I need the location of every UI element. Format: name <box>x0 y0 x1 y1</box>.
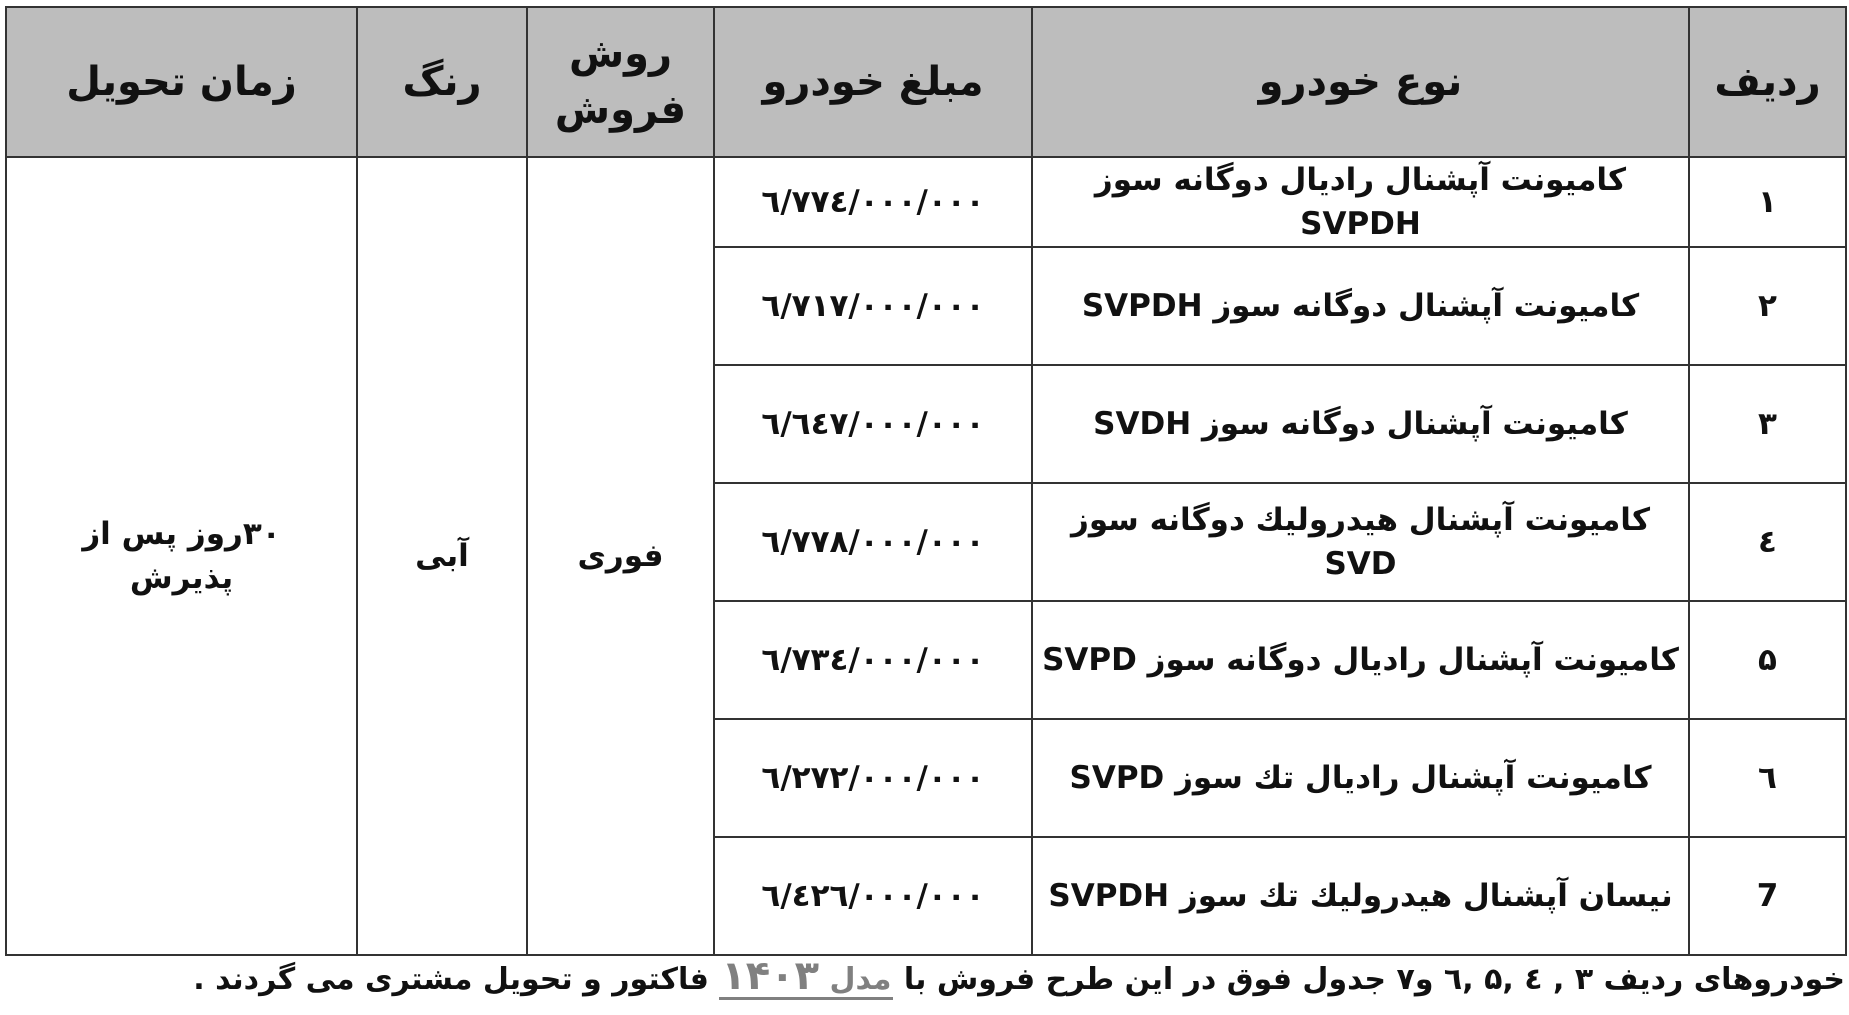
header-sale-method: روش فروش <box>527 7 714 157</box>
price-cell: ٦/٧٧٨/٠٠٠/٠٠٠ <box>714 483 1032 601</box>
price-cell: ٦/٧١٧/٠٠٠/٠٠٠ <box>714 247 1032 365</box>
footnote-model <box>719 953 893 1000</box>
car-type-cell: نیسان آپشنال هیدرولیك تك سوز SVPDH <box>1032 837 1689 955</box>
delivery-text: ۳۰روز پس از پذیرش <box>82 516 281 596</box>
header-delivery: زمان تحویل <box>6 7 357 157</box>
price-cell: ٦/٦٤٧/٠٠٠/٠٠٠ <box>714 365 1032 483</box>
header-car-type: نوع خودرو <box>1032 7 1689 157</box>
car-type-cell: کامیونت آپشنال دوگانه سوز SVPDH <box>1032 247 1689 365</box>
price-cell: ٦/٧٧٤/٠٠٠/٠٠٠ <box>714 157 1032 247</box>
sale-method-cell: فوری <box>527 157 714 955</box>
header-row-number: ردیف <box>1689 7 1846 157</box>
car-type-cell: کامیونت آپشنال رادیال دوگانه سوز SVPD <box>1032 601 1689 719</box>
row-number-cell: ٤ <box>1689 483 1846 601</box>
header-price: مبلغ خودرو <box>714 7 1032 157</box>
row-number-cell: ۵ <box>1689 601 1846 719</box>
price-table-sheet <box>5 6 1845 945</box>
price-cell: ٦/٤٢٦/٠٠٠/٠٠٠ <box>714 837 1032 955</box>
price-cell: ٦/٢٧٢/٠٠٠/٠٠٠ <box>714 719 1032 837</box>
row-number-cell: ٦ <box>1689 719 1846 837</box>
car-price-table <box>5 6 1847 956</box>
footnote-model-year: ۱۴۰۳ <box>721 953 819 999</box>
row-number-cell: ۳ <box>1689 365 1846 483</box>
car-type-cell: کامیونت آپشنال دوگانه سوز SVDH <box>1032 365 1689 483</box>
footnote <box>5 950 1845 1006</box>
delivery-cell <box>6 157 357 955</box>
table-header-row <box>6 7 1846 157</box>
footnote-model-label: مدل <box>829 962 892 997</box>
table-row <box>6 157 1846 247</box>
row-number-cell: ۱ <box>1689 157 1846 247</box>
footnote-text-after: فاکتور و تحویل مشتری می گردند . <box>193 962 709 997</box>
header-color: رنگ <box>357 7 527 157</box>
footnote-text-before: خودروهای ردیف ۳ , ٤ ,۵ ,٦ و۷ جدول فوق در این طرح فروش با <box>903 962 1845 997</box>
price-cell: ٦/٧٣٤/٠٠٠/٠٠٠ <box>714 601 1032 719</box>
color-cell: آبی <box>357 157 527 955</box>
row-number-cell: ۲ <box>1689 247 1846 365</box>
car-type-cell: کامیونت آپشنال رادیال دوگانه سوز SVPDH <box>1032 157 1689 247</box>
car-type-cell: کامیونت آپشنال رادیال تك سوز SVPD <box>1032 719 1689 837</box>
row-number-cell: 7 <box>1689 837 1846 955</box>
car-type-cell: کامیونت آپشنال هیدرولیك دوگانه سوز SVD <box>1032 483 1689 601</box>
